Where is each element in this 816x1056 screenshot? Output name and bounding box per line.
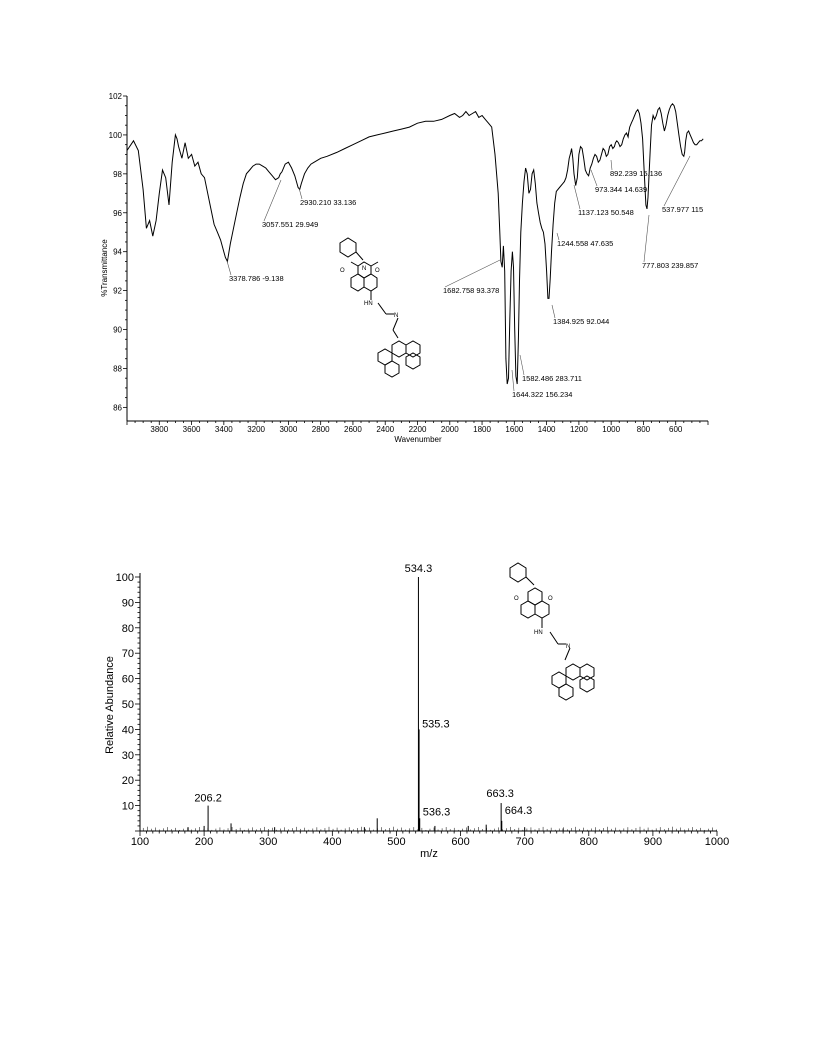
ms-peak-label: 535.3 bbox=[422, 718, 450, 731]
ir-peak-annotation: 1137.123 50.548 bbox=[578, 208, 634, 217]
ms-peak-label: 534.3 bbox=[404, 563, 433, 575]
ir-x-axis-title: Wavenumber bbox=[394, 435, 442, 444]
mol-o-label: O bbox=[340, 268, 345, 274]
ir-x-tick-label: 2200 bbox=[408, 425, 427, 434]
ms-x-tick-label: 900 bbox=[643, 836, 663, 848]
ir-peak-annotation: 1682.758 93.378 bbox=[443, 286, 500, 295]
ir-annotation-leader bbox=[227, 261, 231, 275]
ms-y-tick-label: 30 bbox=[121, 749, 134, 762]
mol-o-label: O bbox=[375, 268, 380, 274]
ir-peak-annotation: 3057.551 29.949 bbox=[262, 220, 319, 229]
ir-y-tick-label: 98 bbox=[113, 169, 122, 179]
ms-x-tick-label: 100 bbox=[130, 836, 150, 848]
ir-molecule-structure bbox=[340, 238, 420, 377]
ir-peak-annotation: 1582.486 283.711 bbox=[522, 374, 582, 383]
ir-y-tick-label: 86 bbox=[113, 403, 122, 413]
ir-x-tick-label: 3200 bbox=[247, 425, 266, 434]
ms-peaks bbox=[143, 577, 717, 831]
ir-plot-frame bbox=[127, 96, 708, 421]
ms-x-tick-label: 500 bbox=[387, 836, 406, 848]
ms-plot-frame bbox=[140, 573, 717, 831]
mass-spectrum-chart bbox=[104, 563, 729, 860]
ir-x-tick-label: 3800 bbox=[150, 425, 169, 434]
ir-x-tick-label: 1200 bbox=[569, 425, 588, 434]
ms-y-tick-label: 20 bbox=[121, 775, 134, 788]
ir-axis-ticks bbox=[109, 92, 708, 434]
ms-molecule-structure bbox=[510, 563, 594, 700]
ms-y-tick-label: 100 bbox=[115, 572, 134, 584]
ir-x-tick-label: 3600 bbox=[182, 425, 201, 434]
ir-y-tick-label: 96 bbox=[113, 208, 122, 218]
mol-o-label: O bbox=[548, 596, 553, 602]
ms-y-tick-label: 10 bbox=[121, 800, 134, 813]
ir-annotation-leader bbox=[591, 170, 597, 186]
mol-hn-label: HN bbox=[534, 630, 543, 636]
ms-y-tick-label: 80 bbox=[121, 622, 134, 635]
ir-peak-annotations bbox=[227, 156, 703, 399]
ms-peak-label: 206.2 bbox=[194, 792, 222, 805]
ms-y-tick-label: 60 bbox=[121, 673, 134, 686]
ir-peak-annotation: 973.344 14.639 bbox=[595, 185, 648, 194]
ir-peak-annotation: 892.239 15.136 bbox=[610, 169, 663, 178]
ir-y-tick-label: 100 bbox=[108, 130, 122, 140]
ir-y-tick-label: 94 bbox=[113, 247, 122, 257]
ms-y-axis-title: Relative Abundance bbox=[104, 656, 116, 754]
ms-peak-label: 536.3 bbox=[422, 806, 451, 819]
ir-annotation-leader bbox=[574, 185, 580, 209]
ir-x-tick-label: 2800 bbox=[311, 425, 330, 434]
ir-x-tick-label: 2000 bbox=[440, 425, 459, 434]
ir-annotation-leader bbox=[512, 370, 514, 391]
ir-x-tick-label: 600 bbox=[669, 425, 683, 434]
ir-x-tick-label: 1800 bbox=[473, 425, 491, 434]
ir-annotation-leader bbox=[520, 355, 524, 375]
ms-x-tick-label: 600 bbox=[451, 836, 470, 848]
ir-y-tick-label: 90 bbox=[113, 325, 122, 335]
ms-x-tick-label: 300 bbox=[259, 836, 278, 848]
ir-x-tick-label: 800 bbox=[636, 425, 651, 434]
mol-hn-label: HN bbox=[364, 301, 373, 307]
ir-x-tick-label: 2600 bbox=[344, 425, 362, 434]
ir-x-tick-label: 3000 bbox=[279, 425, 298, 434]
ms-peak-label: 663.3 bbox=[486, 788, 514, 801]
ms-x-tick-label: 700 bbox=[515, 836, 534, 848]
ms-x-tick-label: 800 bbox=[579, 836, 598, 848]
ir-annotation-leader bbox=[445, 260, 500, 287]
ir-peak-annotation: 1644.322 156.234 bbox=[512, 390, 573, 399]
ms-y-tick-label: 40 bbox=[121, 724, 134, 737]
ir-peak-annotation: 537.977 115 bbox=[662, 205, 704, 214]
ms-x-tick-label: 1000 bbox=[704, 836, 730, 848]
ir-annotation-leader bbox=[264, 180, 281, 221]
ir-peak-annotation: 1244.558 47.635 bbox=[557, 239, 614, 248]
ir-x-tick-label: 1000 bbox=[602, 425, 621, 434]
ir-peak-annotation: 777.803 239.857 bbox=[642, 261, 699, 270]
mol-n-label: N bbox=[362, 266, 367, 272]
ms-x-tick-label: 400 bbox=[323, 836, 342, 848]
ir-y-tick-label: 88 bbox=[113, 364, 122, 374]
ms-y-tick-label: 70 bbox=[121, 648, 134, 661]
ir-peak-annotation: 1384.925 92.044 bbox=[553, 317, 610, 326]
ir-annotation-leader bbox=[644, 215, 649, 262]
ir-x-tick-label: 1600 bbox=[505, 425, 524, 434]
ms-y-tick-label: 90 bbox=[121, 597, 134, 610]
ms-x-axis-title: m/z bbox=[420, 848, 438, 860]
ir-x-tick-label: 3400 bbox=[214, 425, 233, 434]
ir-peak-annotation: 2930.210 33.136 bbox=[300, 198, 357, 207]
ir-spectrum-chart bbox=[100, 92, 708, 444]
ir-x-tick-label: 2400 bbox=[376, 425, 395, 434]
ir-x-tick-label: 1400 bbox=[537, 425, 556, 434]
ir-peak-annotation: 3378.786 -9.138 bbox=[229, 274, 284, 283]
ms-y-tick-label: 50 bbox=[121, 699, 134, 711]
ir-y-axis-title: %Transmittance bbox=[100, 239, 109, 297]
ms-peak-label: 664.3 bbox=[504, 804, 533, 817]
ms-x-tick-label: 200 bbox=[194, 836, 214, 848]
ms-peak-labels bbox=[194, 563, 532, 818]
mol-n-label: N bbox=[394, 313, 399, 319]
mol-n-label: N bbox=[566, 644, 571, 650]
ir-y-tick-label: 92 bbox=[113, 286, 122, 296]
mol-o-label: O bbox=[514, 596, 519, 602]
ir-y-tick-label: 102 bbox=[108, 92, 122, 101]
ir-annotation-leader bbox=[664, 156, 690, 206]
